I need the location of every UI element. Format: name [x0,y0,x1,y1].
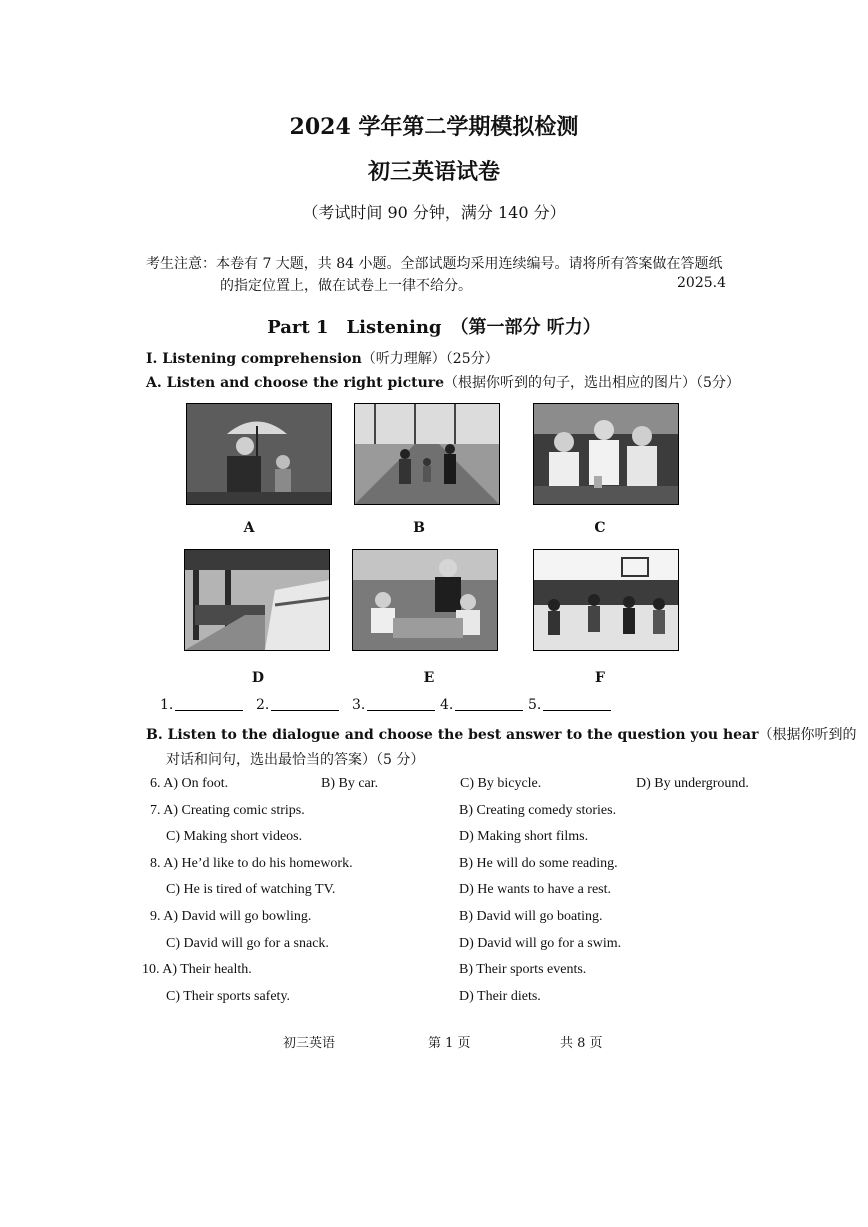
section-a-en: A. Listen and choose the right picture [146,375,445,391]
question-6-c[interactable]: C) By bicycle. [460,776,542,791]
exam-title: 2024 学年第二学期模拟检测 [289,114,579,140]
footer-total: 共 8 页 [560,1036,603,1051]
question-7-d[interactable]: D) Making short films. [459,829,589,844]
answer-blank-3[interactable]: 3. [352,696,435,713]
question-6-b[interactable]: B) By car. [321,776,379,791]
section-a-heading [146,372,740,392]
question-7-a[interactable]: 7. A) Creating comic strips. [150,803,305,818]
question-6-d[interactable]: D) By underground. [636,776,749,791]
question-7-c[interactable]: C) Making short videos. [166,829,303,844]
question-9-d[interactable]: D) David will go for a swim. [459,936,622,951]
question-8-b[interactable]: B) He will do some reading. [459,856,618,871]
exam-subtitle: 初三英语试卷 [367,159,500,185]
picture-label-d: D [251,670,265,686]
airport-walkway-photo [354,403,500,505]
notice-line-1: 考生注意：本卷有 7 大题，共 84 小题。全部试题均采用连续编号。请将所有答案做在答题纸 [146,256,723,272]
section-b-cn-1: （根据你听到的 [758,727,857,743]
section-b-en: B. Listen to the dialogue and choose the best answer to the question you hear [146,727,759,743]
question-9-a[interactable]: 9. A) David will go bowling. [150,909,312,924]
notice-line-2: 的指定位置上，做在试卷上一律不给分。 [220,278,472,294]
exam-date: 2025.4 [677,275,726,291]
question-10-d[interactable]: D) Their diets. [459,989,541,1004]
question-10-c[interactable]: C) Their sports safety. [166,989,291,1004]
question-9-c[interactable]: C) David will go for a snack. [166,936,329,951]
section-b-heading [146,724,856,744]
classroom-teacher-photo [352,549,498,651]
footer-subject: 初三英语 [283,1036,336,1051]
section-i-en: I. Listening comprehension [146,351,362,367]
section-i-cn: （听力理解）（25分） [361,351,499,367]
question-10-a[interactable]: 10. A) Their health. [142,962,252,977]
students-experiment-photo [533,403,679,505]
question-8-c[interactable]: C) He is tired of watching TV. [166,882,336,897]
picture-label-f: F [595,670,605,686]
train-platform-photo [184,549,330,651]
section-a-cn: （根据你听到的句子，选出相应的图片）（5分） [444,375,740,391]
exam-info: （考试时间 90 分钟，满分 140 分） [302,203,566,222]
elder-umbrella-child-photo [186,403,332,505]
question-7-b[interactable]: B) Creating comedy stories. [459,803,617,818]
answer-blank-4[interactable]: 4. [440,696,523,713]
question-8-d[interactable]: D) He wants to have a rest. [459,882,612,897]
footer-page: 第 1 页 [428,1036,471,1051]
picture-label-b: B [413,520,425,536]
question-6-a[interactable]: 6. A) On foot. [150,776,229,791]
picture-label-a: A [243,520,255,536]
picture-label-e: E [423,670,435,686]
picture-label-c: C [594,520,606,536]
question-10-b[interactable]: B) Their sports events. [459,962,587,977]
part-title: Part 1 Listening （第一部分 听力） [267,317,601,338]
question-9-b[interactable]: B) David will go boating. [459,909,603,924]
basketball-court-photo [533,549,679,651]
answer-blank-2[interactable]: 2. [256,696,339,713]
answer-blank-1[interactable]: 1. [160,696,243,713]
answer-blank-5[interactable]: 5. [528,696,611,713]
question-8-a[interactable]: 8. A) He’d like to do his homework. [150,856,353,871]
section-i-heading [146,348,499,368]
section-b-cn-2: 对话和问句，选出最恰当的答案）（5 分） [166,752,425,768]
